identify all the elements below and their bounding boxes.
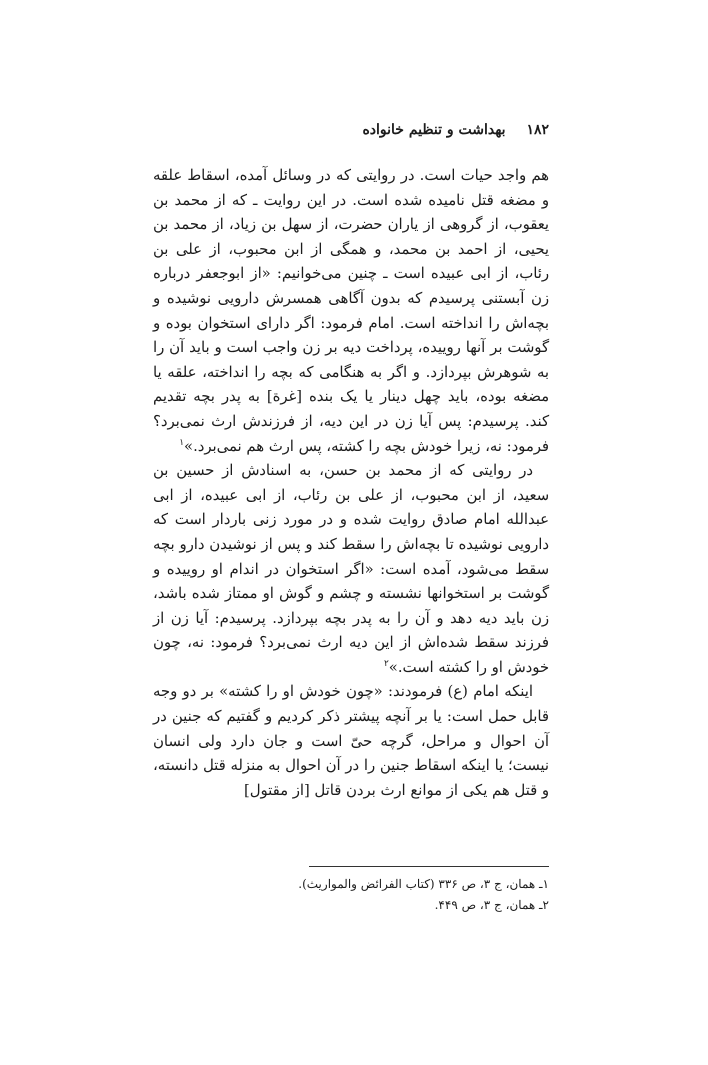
footnote-ref-2: ۲ xyxy=(383,658,389,669)
paragraph-2 xyxy=(153,459,549,680)
chapter-title: بهداشت و تنظیم خانواده xyxy=(362,122,506,138)
footnote-2: ۲ـ همان، ج ۳، ص ۴۴۹. xyxy=(434,898,549,912)
footnotes xyxy=(153,874,549,916)
paragraph-2-text: در روایتی که از محمد بن حسن، به اسنادش از حسین بن سعید، از ابن محبوب، از علی بن رئاب، از ابی عبیده، از ابی عبدالله امام صادق روایت شده و در مورد زنی باردار است که دارویی نوشیده تا بچه‌اش را سقط کند و پس از نوشیدن دارو بچه سقط می‌شود، آمده است: «اگر استخوان در اندام او روییده و گوشت بر استخوانها نشسته و چشم و گوش او ممتاز شده باشد، زن باید دیه دهد و آن را به پدر بچه بپردازد. پرسیدم: آیا زن از فرزند سقط شده‌اش از این دیه ارث نمی‌برد؟ فرمود: نه، چون خودش او را کشته است.» xyxy=(153,462,549,676)
running-header xyxy=(362,120,549,140)
page-number: ۱۸۲ xyxy=(526,122,549,138)
footnote-1: ۱ـ همان، ج ۳، ص ۳۳۶ (کتاب الفرائض والمواریث). xyxy=(298,877,549,891)
footnote-divider xyxy=(309,866,549,867)
paragraph-3 xyxy=(153,680,549,803)
main-text xyxy=(153,164,549,803)
paragraph-1 xyxy=(153,164,549,459)
paragraph-1-text: هم واجد حیات است. در روایتی که در وسائل آمده، اسقاط علقه و مضغه قتل نامیده شده است. در این روایت ـ که از محمد بن یعقوب، از گروهی از یاران حضرت، از سهل بن زیاد، از محمد بن یحیی، از احمد بن محمد، و همگی از ابن محبوب، از علی بن رئاب، از ابی عبیده است ـ چنین می‌خوانیم: «از ابوجعفر درباره زن آبستنی پرسیدم که بدون آگاهی همسرش دارویی نوشیده و بچه‌اش را انداخته است. امام فرمود: اگر دارای استخوان بوده و گوشت بر آنها روییده، پرداخت دیه بر زن واجب است و باید آن را به شوهرش بپردازد. و اگر به هنگامی که بچه را انداخته، علقه یا مضغه بوده، باید چهل دینار یا یک بنده [غرة] به پدر بچه تقدیم کند. پرسیدم: پس آیا زن در این دیه، از فرزندش ارث نمی‌برد؟ فرمود: نه، زیرا خودش بچه را کشته، پس ارث هم نمی‌برد.» xyxy=(153,167,549,455)
paragraph-3-text: اینکه امام (ع) فرمودند: «چون خودش او را کشته» بر دو وجه قابل حمل است: یا بر آنچه پیشتر ذکر کردیم و گفتیم که جنین در آن احوال و مراحل، گرچه حیّ است و جان دارد ولی انسان نیست؛ یا اینکه اسقاط جنین را در آن احوال به منزله قتل دانسته، و قتل هم یکی از موانع ارث بردن قاتل [از مقتول] xyxy=(153,683,549,799)
footnote-ref-1: ۱ xyxy=(179,437,185,448)
